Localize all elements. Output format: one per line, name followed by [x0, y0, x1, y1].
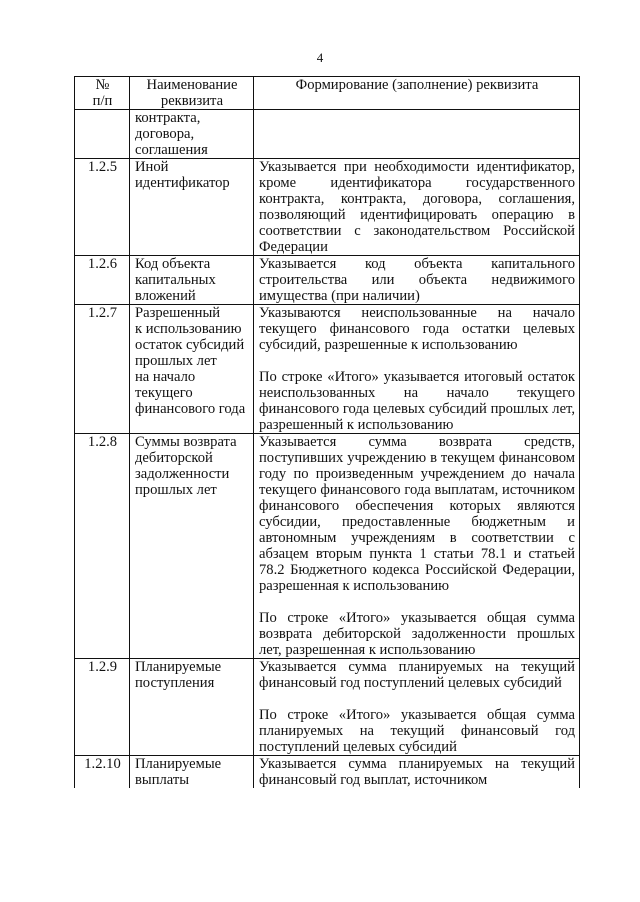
- table-row: [75, 756, 580, 789]
- row-number: 1.2.6: [75, 256, 130, 305]
- table-row: [75, 159, 580, 256]
- requisite-name-line: Планируемые: [135, 659, 222, 675]
- row-requisite-name: [130, 305, 254, 434]
- table-row: [75, 110, 580, 159]
- row-formation-description: [254, 756, 580, 789]
- header-desc-text: Формирование (заполнение) реквизита: [295, 77, 539, 93]
- requisite-name-line: дебиторской: [135, 450, 213, 466]
- row-requisite-name: [130, 756, 254, 789]
- requisite-name-line: идентификатор: [135, 175, 230, 191]
- requisite-name-line: Суммы возврата: [135, 434, 237, 450]
- row-number: 1.2.10: [75, 756, 130, 789]
- header-requisite-name: [130, 77, 254, 110]
- requisite-name-line: поступления: [135, 675, 215, 691]
- table-body: [75, 110, 580, 789]
- description-paragraph: По строке «Итого» указывается общая сумма возврата дебиторской задолженности прошлых лет, разрешенная к использованию: [259, 610, 575, 658]
- requisite-name-line: задолженности: [135, 466, 230, 482]
- table-row: [75, 305, 580, 434]
- row-requisite-name: [130, 159, 254, 256]
- row-number: [75, 110, 130, 159]
- row-requisite-name: [130, 256, 254, 305]
- description-paragraph: По строке «Итого» указывается итоговый остаток неиспользованных на начало текущего финансового года целевых субсидий прошлых лет, разрешенный к использованию: [259, 369, 575, 433]
- row-formation-description: [254, 110, 580, 159]
- requisite-name-line: Иной: [135, 159, 169, 175]
- header-name-line: Наименование: [146, 77, 238, 93]
- header-number-line: №: [95, 77, 110, 93]
- requisite-name-line: Код объекта: [135, 256, 211, 272]
- description-paragraph: Указывается код объекта капитального строительства или объекта недвижимого имущества (при наличии): [259, 256, 575, 304]
- row-formation-description: [254, 434, 580, 659]
- table-header-row: [75, 77, 580, 110]
- requisite-name-line: капитальных: [135, 272, 216, 288]
- header-number-line: п/п: [92, 93, 113, 109]
- row-requisite-name: [130, 659, 254, 756]
- page-number: 4: [316, 50, 324, 65]
- row-number: 1.2.7: [75, 305, 130, 434]
- requisite-name-line: к использованию: [135, 321, 242, 337]
- requisites-table: [74, 76, 580, 788]
- requisite-name-line: Планируемые: [135, 756, 222, 772]
- description-paragraph: Указывается сумма возврата средств, поступивших учреждению в текущем финансовом году по произведенным учреждением до начала текущего финансового года выплатам, источником финансового обеспечения которых являются субсидии, предоставленные бюджетным и автономным учреждениям в соответствии с абзацем вторым пункта 1 статьи 78.1 и статьей 78.2 Бюджетного кодекса Российской Федерации, разрешенная к использованию: [259, 434, 575, 594]
- requisite-name-line: финансового года: [135, 401, 246, 417]
- description-paragraph: Указывается при необходимости идентификатор, кроме идентификатора государственного контракта, контракта, договора, соглашения, позволяющий идентифицировать операцию в соответствии с законодательством Российской Федерации: [259, 159, 575, 255]
- table-row: [75, 659, 580, 756]
- header-number: [75, 77, 130, 110]
- row-formation-description: [254, 256, 580, 305]
- requisite-name-line: вложений: [135, 288, 196, 304]
- table-row: [75, 256, 580, 305]
- row-formation-description: [254, 305, 580, 434]
- description-paragraph: Указывается сумма планируемых на текущий финансовый год выплат, источником: [259, 756, 575, 788]
- row-number: 1.2.8: [75, 434, 130, 659]
- header-requisite-formation: [254, 77, 580, 110]
- requisite-name-line: выплаты: [135, 772, 190, 788]
- requisite-name-line: контракта,: [135, 110, 201, 126]
- row-formation-description: [254, 659, 580, 756]
- requisite-name-line: прошлых лет: [135, 482, 217, 498]
- row-requisite-name: [130, 434, 254, 659]
- table-row: [75, 434, 580, 659]
- requisite-name-line: договора,: [135, 126, 195, 142]
- requisite-name-line: на начало: [135, 369, 196, 385]
- row-requisite-name: [130, 110, 254, 159]
- description-paragraph: Указываются неиспользованные на начало текущего финансового года остатки целевых субсидий, разрешенные к использованию: [259, 305, 575, 353]
- requisite-name-line: прошлых лет: [135, 353, 217, 369]
- row-formation-description: [254, 159, 580, 256]
- description-paragraph: Указывается сумма планируемых на текущий финансовый год поступлений целевых субсидий: [259, 659, 575, 691]
- row-number: 1.2.5: [75, 159, 130, 256]
- row-number: 1.2.9: [75, 659, 130, 756]
- requisite-name-line: соглашения: [135, 142, 208, 158]
- requisite-name-line: текущего: [135, 385, 193, 401]
- header-name-line: реквизита: [160, 93, 224, 109]
- requisite-name-line: Разрешенный: [135, 305, 221, 321]
- requisite-name-line: остаток субсидий: [135, 337, 245, 353]
- description-paragraph: По строке «Итого» указывается общая сумма планируемых на текущий финансовый год поступлений целевых субсидий: [259, 707, 575, 755]
